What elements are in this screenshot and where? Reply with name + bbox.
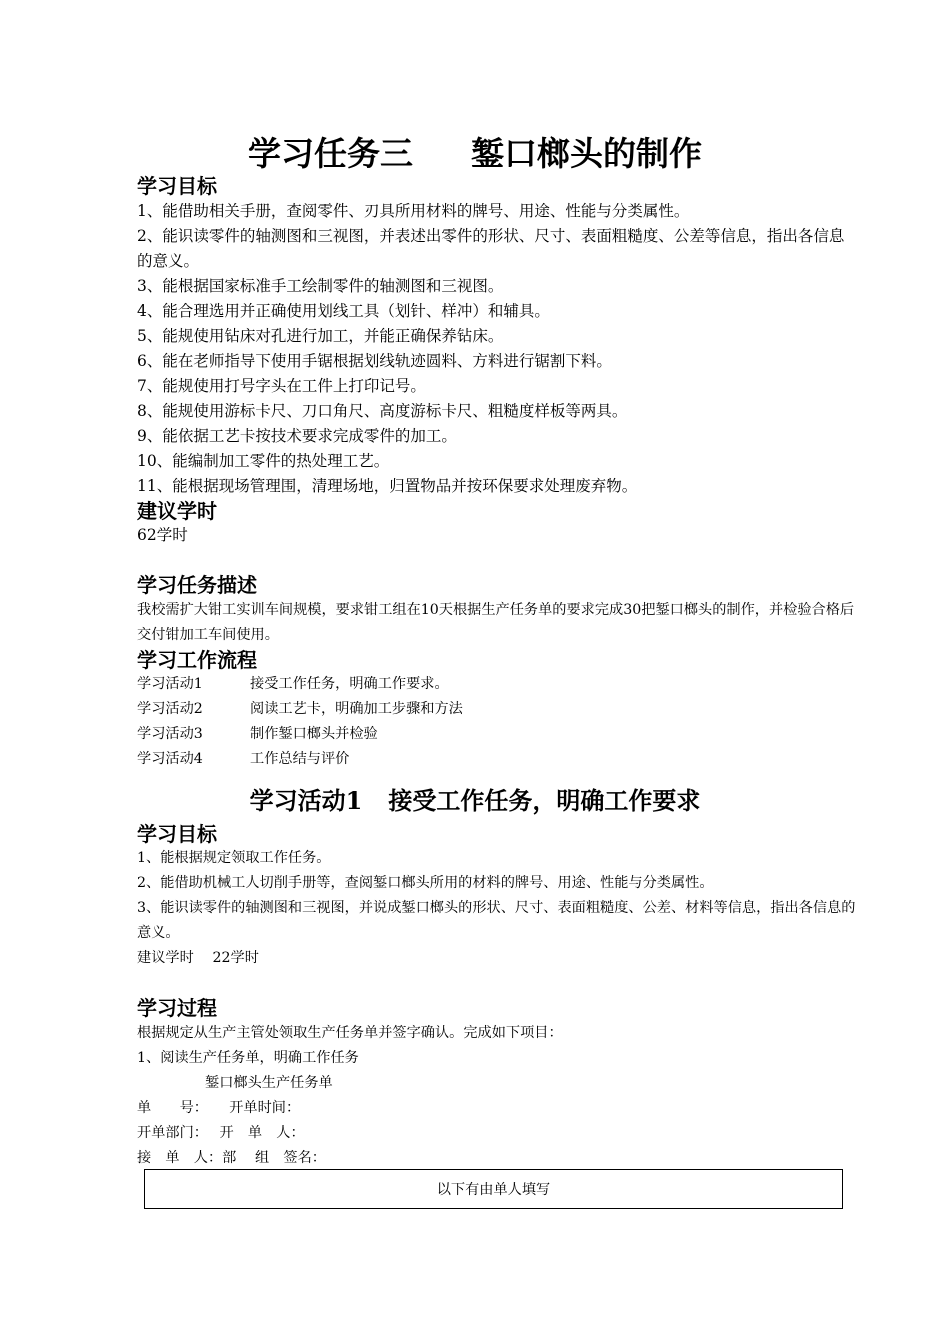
form-line: 开单部门： 开 单 人：	[137, 1125, 305, 1141]
workflow-item	[137, 747, 349, 772]
workflow-item-label: 学习活动2	[137, 701, 203, 717]
objective-item: 9、能依据工艺卡按技术要求完成零件的加工。	[137, 427, 457, 445]
activity1-title-a: 学习活动1	[249, 786, 363, 815]
workflow-item	[137, 672, 449, 697]
objective-item: 5、能规使用钻床对孔进行加工，并能正确保养钻床。	[137, 327, 504, 345]
activity1-title	[0, 781, 950, 816]
process-heading: 学习过程	[137, 996, 217, 1020]
workflow-heading: 学习工作流程	[137, 648, 257, 672]
objective-item: 6、能在老师指导下使用手锯根据划线轨迹圆料、方料进行锯割下料。	[137, 352, 612, 370]
objective-item: 11、能根据现场管理围，清理场地，归置物品并按环保要求处理废弃物。	[137, 477, 638, 495]
objective-item: 10、能编制加工零件的热处理工艺。	[137, 452, 390, 470]
objectives-heading: 学习目标	[137, 174, 217, 198]
activity1-title-b: 接受工作任务，明确工作要求	[388, 786, 701, 815]
title-part2: 錾口榔头的制作	[471, 134, 702, 173]
objective-item: 2、能识读零件的轴测图和三视图，并表述出零件的形状、尺寸、表面粗糙度、公差等信息，指出各信息的意义。	[137, 227, 845, 270]
workflow-item-text: 制作錾口榔头并检验	[250, 726, 378, 742]
form-box	[144, 1169, 843, 1209]
form-box-text: 以下有由单人填写	[436, 1182, 551, 1198]
objective-item: 4、能合理选用并正确使用划线工具（划针、样冲）和辅具。	[137, 302, 550, 320]
workflow-item	[137, 722, 378, 747]
objective-item: 3、能根据国家标准手工绘制零件的轴测图和三视图。	[137, 277, 504, 295]
workflow-item	[137, 697, 463, 722]
objective-item: 1、能借助相关手册，查阅零件、刃具所用材料的牌号、用途、性能与分类属性。	[137, 202, 690, 220]
page-title	[0, 128, 950, 175]
process-intro: 根据规定从生产主管处领取生产任务单并签字确认。完成如下项目：	[137, 1025, 563, 1041]
activity1-hours: 建议学时 22学时	[137, 950, 259, 966]
activity1-objective-item: 2、能借助机械工人切削手册等，查阅錾口榔头所用的材料的牌号、用途、性能与分类属性。	[137, 875, 714, 891]
objective-item: 8、能规使用游标卡尺、刀口角尺、高度游标卡尺、粗糙度样板等两具。	[137, 402, 628, 420]
workflow-item-label: 学习活动4	[137, 751, 203, 767]
objective-item: 7、能规使用打号字头在工件上打印记号。	[137, 377, 426, 395]
workflow-item-text: 阅读工艺卡，明确加工步骤和方法	[250, 701, 463, 717]
workflow-item-label: 学习活动1	[137, 676, 203, 692]
activity1-objective-item: 1、能根据规定领取工作任务。	[137, 850, 331, 866]
activity1-objective-item: 3、能识读零件的轴测图和三视图，并说成錾口榔头的形状、尺寸、表面粗糙度、公差、材料等信息，指出各信息的意义。	[137, 900, 856, 941]
process-step: 1、阅读生产任务单，明确工作任务	[137, 1050, 359, 1066]
workflow-item-text: 接受工作任务，明确工作要求。	[250, 676, 449, 692]
form-line: 接 单 人：部 组 签名：	[137, 1150, 326, 1166]
hours-value: 62学时	[137, 526, 188, 544]
workflow-item-label: 学习活动3	[137, 726, 203, 742]
form-line: 单 号： 开单时间：	[137, 1100, 301, 1116]
title-part1: 学习任务三	[248, 134, 413, 173]
description-text: 我校需扩大钳工实训车间规模，要求钳工组在10天根据生产任务单的要求完成30把錾口榔头的制作，并检验合格后交付钳加工车间使用。	[137, 602, 855, 643]
activity1-objectives-heading: 学习目标	[137, 822, 217, 846]
hours-heading: 建议学时	[137, 499, 217, 523]
workflow-item-text: 工作总结与评价	[250, 751, 350, 767]
form-title: 錾口榔头生产任务单	[205, 1075, 333, 1091]
description-heading: 学习任务描述	[137, 573, 257, 597]
